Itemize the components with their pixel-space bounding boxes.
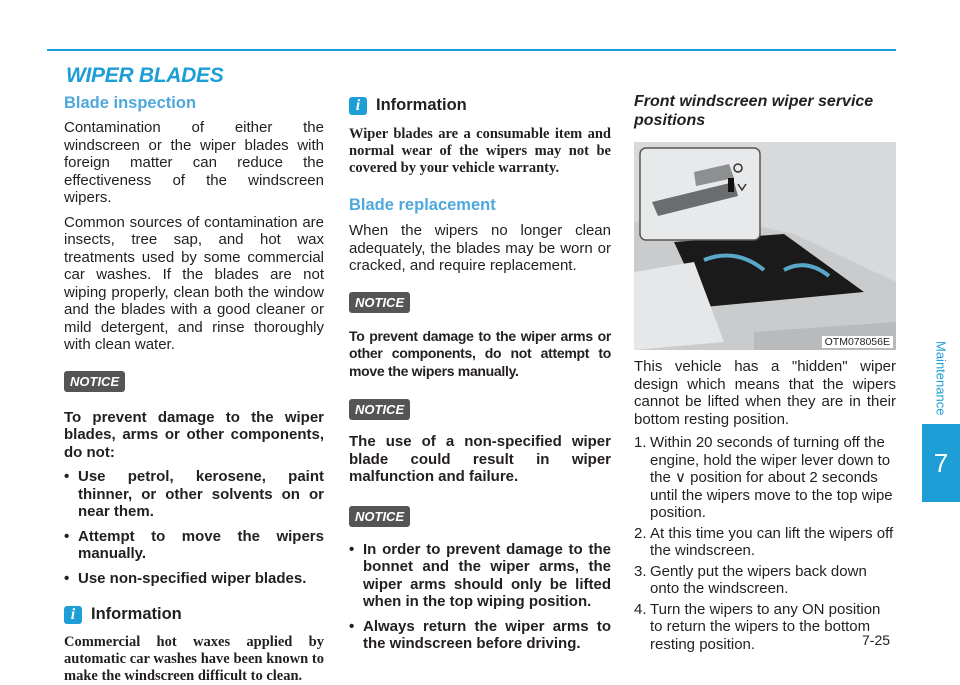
information-label: Information [376,96,467,114]
column-2 [349,92,611,653]
notice-badge: NOTICE [349,399,410,420]
wiper-illustration [634,142,896,350]
notice-text: The use of a non-specified wiper blade could result in wiper malfunction and failure. [349,433,611,485]
step-text: Turn the wipers to any ON position to return the wipers to the bottom resting position. [650,600,881,653]
list-item [634,434,896,522]
list-item: • Use non-specified wiper blades. [64,570,324,588]
paragraph: This vehicle has a "hidden" wiper design which means that the wipers cannot be lifted when they are in their bottom resting position. [634,358,896,428]
step-text: Gently put the wipers back down onto the windscreen. [650,562,867,597]
chapter-side-label: Maintenance [933,340,949,416]
step-number: 2. [634,524,647,542]
information-label: Information [91,605,182,623]
list-item [634,525,896,560]
information-header [349,96,611,115]
steps-list [634,434,896,653]
blade-inspection-heading: Blade inspection [64,94,197,112]
paragraph: Common sources of contamination are insects, tree sap, and hot wax treatments used by some commercial car washes. If the blades are not wiping properly, clean both the window and the blades with a good cleaner or mild detergent, and rinse thoroughly with clean water. [64,213,324,353]
list-item: • Use petrol, kerosene, paint thinner, or other solvents on or near them. [64,468,324,521]
blade-replacement-heading: Blade replacement [349,196,496,214]
list-item [634,601,896,654]
figure-caption: OTM078056E [822,336,893,348]
paragraph: Contamination of either the windscreen or the wiper blades with foreign matter can reduce the effectiveness of the windscreen wipers. [64,119,324,206]
step-number: 3. [634,562,647,580]
step-number: 4. [634,600,647,618]
service-positions-heading: Front windscreen wiper service positions [634,93,874,129]
notice-text: To prevent damage to the wiper arms or other components, do not attempt to move the wipers manually. [349,327,611,379]
list-item: • In order to prevent damage to the bonnet and the wiper arms, the wiper arms should only be lifted when in the top wiping position. [349,541,611,611]
information-text: Wiper blades are a consumable item and normal wear of the wipers may not be covered by your vehicle warranty. [349,126,611,176]
information-text: Commercial hot waxes applied by automatic car washes have been known to make the windscreen difficult to clean. [64,634,324,684]
paragraph: When the wipers no longer clean adequately, the blades may be worn or cracked, and require replacement. [349,222,611,274]
step-text: At this time you can lift the wipers off the windscreen. [650,524,894,559]
list-item [634,563,896,598]
step-number: 1. [634,434,647,451]
column-3 [634,92,896,656]
list-item: • Always return the wiper arms to the windscreen before driving. [349,618,611,653]
notice-badge: NOTICE [349,292,410,313]
notice-list [349,541,611,653]
information-header [64,605,324,624]
notice-badge: NOTICE [64,371,125,392]
list-item: • Attempt to move the wipers manually. [64,528,324,563]
notice-badge: NOTICE [349,506,410,527]
step-text: Within 20 seconds of turning off the engine, hold the wiper lever down to the ∨ position for about 2 seconds until the wipers move to the top wipe position. [650,434,893,521]
notice-text: To prevent damage to the wiper blades, arms or other components, do not: [64,408,324,461]
header-rule [47,49,896,51]
car-windscreen-illustration [634,142,896,350]
page-number: 7-25 [862,632,891,648]
info-icon: i [349,97,367,115]
info-icon: i [64,606,82,624]
chapter-tab: 7 [922,424,960,502]
column-1 [64,92,324,685]
section-title: WIPER BLADES [66,64,224,87]
notice-list [64,468,324,587]
